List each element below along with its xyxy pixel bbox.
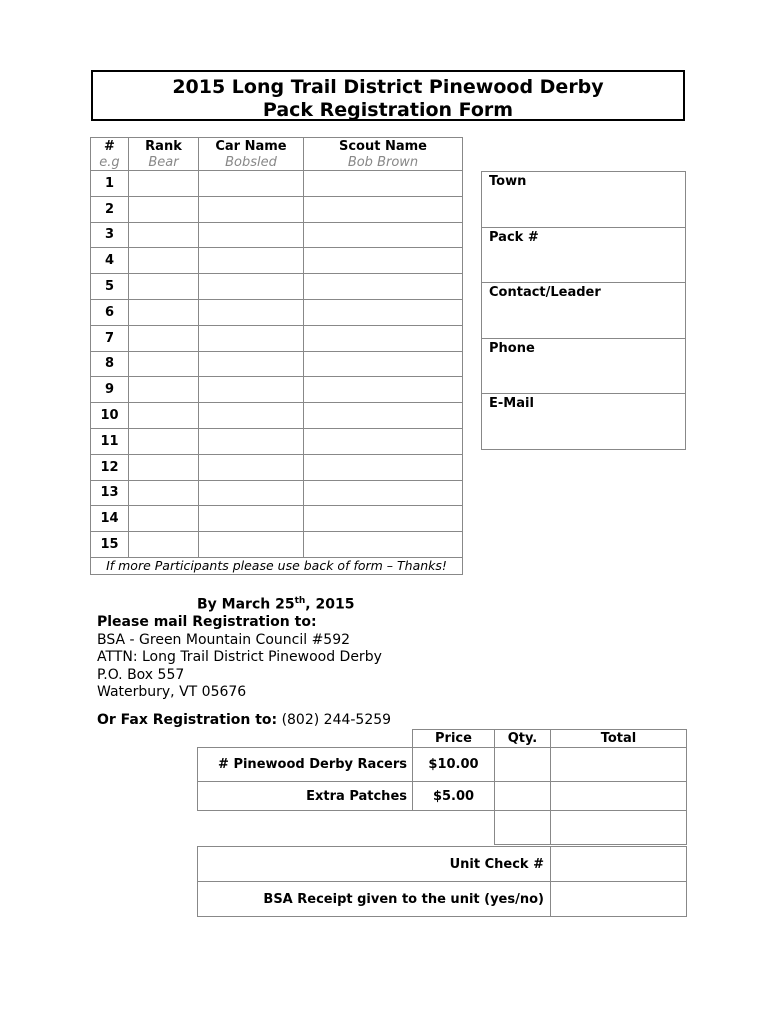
- racers-qty-field[interactable]: [495, 748, 551, 782]
- scout-name-field[interactable]: [304, 532, 463, 558]
- title-box: [91, 70, 685, 121]
- address-line-4: Waterbury, VT 05676: [97, 684, 247, 701]
- registration-header-row: [91, 138, 463, 156]
- info-row: [482, 394, 686, 450]
- info-field-e-mail[interactable]: E-Mail: [482, 394, 686, 450]
- row-number: 9: [91, 377, 129, 403]
- pricing-row-blank: [198, 811, 687, 845]
- rank-field[interactable]: [129, 248, 199, 274]
- info-field-phone[interactable]: Phone: [482, 338, 686, 394]
- rank-field[interactable]: [129, 454, 199, 480]
- scout-name-field[interactable]: [304, 299, 463, 325]
- blank-total-field[interactable]: [551, 811, 687, 845]
- registration-row: [91, 222, 463, 248]
- address-line-2: ATTN: Long Trail District Pinewood Derby: [97, 649, 382, 666]
- registration-row: [91, 480, 463, 506]
- rank-field[interactable]: [129, 480, 199, 506]
- pricing-blank-cell-2: [413, 811, 495, 845]
- car-name-field[interactable]: [199, 196, 304, 222]
- example-row: [91, 155, 463, 171]
- scout-name-field[interactable]: [304, 325, 463, 351]
- rank-field[interactable]: [129, 377, 199, 403]
- title-line-1: 2015 Long Trail District Pinewood Derby: [172, 76, 604, 98]
- scout-name-field[interactable]: [304, 222, 463, 248]
- deadline-suffix: , 2015: [305, 596, 355, 613]
- registration-row: [91, 196, 463, 222]
- row-number: 3: [91, 222, 129, 248]
- fax-number: (802) 244-5259: [281, 711, 392, 728]
- receipt-field[interactable]: [551, 882, 687, 917]
- car-name-field[interactable]: [199, 248, 304, 274]
- rank-field[interactable]: [129, 428, 199, 454]
- car-name-field[interactable]: [199, 480, 304, 506]
- rank-field[interactable]: [129, 506, 199, 532]
- car-name-field[interactable]: [199, 532, 304, 558]
- row-number: 2: [91, 196, 129, 222]
- pack-info-table: [481, 171, 686, 450]
- registration-row: [91, 403, 463, 429]
- deadline-sup: th: [294, 596, 306, 606]
- fax-line: [97, 712, 391, 730]
- deadline-prefix: By March 25: [197, 596, 295, 613]
- scout-name-field[interactable]: [304, 171, 463, 197]
- car-name-field[interactable]: [199, 299, 304, 325]
- row-number: 4: [91, 248, 129, 274]
- racers-total-field[interactable]: [551, 748, 687, 782]
- title-line-2: Pack Registration Form: [262, 99, 514, 121]
- rank-field[interactable]: [129, 196, 199, 222]
- price-header: Price: [413, 730, 495, 748]
- scout-name-field[interactable]: [304, 196, 463, 222]
- registration-row: [91, 454, 463, 480]
- row-number: 10: [91, 403, 129, 429]
- mailing-info: [97, 593, 391, 729]
- row-number: 7: [91, 325, 129, 351]
- pricing-table: [197, 729, 687, 845]
- col-rank-header: Rank: [129, 138, 199, 156]
- address-line-3: P.O. Box 557: [97, 666, 185, 683]
- patches-total-field[interactable]: [551, 782, 687, 811]
- rank-field[interactable]: [129, 274, 199, 300]
- scout-name-field[interactable]: [304, 480, 463, 506]
- rank-field[interactable]: [129, 171, 199, 197]
- row-number: 11: [91, 428, 129, 454]
- scout-name-field[interactable]: [304, 351, 463, 377]
- registration-row: [91, 377, 463, 403]
- racers-label: # Pinewood Derby Racers: [198, 748, 413, 782]
- unit-check-row: [198, 847, 687, 882]
- car-name-field[interactable]: [199, 274, 304, 300]
- pricing-row-patches: [198, 782, 687, 811]
- scout-name-field[interactable]: [304, 274, 463, 300]
- car-name-field[interactable]: [199, 428, 304, 454]
- info-field-contact-leader[interactable]: Contact/Leader: [482, 283, 686, 339]
- address-line-1: BSA - Green Mountain Council #592: [97, 631, 351, 648]
- car-name-field[interactable]: [199, 506, 304, 532]
- registration-row: [91, 299, 463, 325]
- check-table: [197, 846, 687, 917]
- registration-row: [91, 506, 463, 532]
- row-number: 5: [91, 274, 129, 300]
- row-number: 6: [91, 299, 129, 325]
- scout-name-field[interactable]: [304, 248, 463, 274]
- patches-qty-field[interactable]: [495, 782, 551, 811]
- example-rank: Bear: [129, 155, 199, 171]
- info-row: [482, 338, 686, 394]
- total-header: Total: [551, 730, 687, 748]
- patches-label: Extra Patches: [198, 782, 413, 811]
- info-row: [482, 227, 686, 283]
- example-scout-name: Bob Brown: [304, 155, 463, 171]
- car-name-field[interactable]: [199, 171, 304, 197]
- rank-field[interactable]: [129, 532, 199, 558]
- fax-label: Or Fax Registration to:: [97, 711, 278, 728]
- col-car-name-header: Car Name: [199, 138, 304, 156]
- row-number: 13: [91, 480, 129, 506]
- registration-row: [91, 351, 463, 377]
- scout-name-field[interactable]: [304, 403, 463, 429]
- registration-row: [91, 325, 463, 351]
- info-field-pack[interactable]: Pack #: [482, 227, 686, 283]
- car-name-field[interactable]: [199, 377, 304, 403]
- rank-field[interactable]: [129, 222, 199, 248]
- registration-row: [91, 274, 463, 300]
- unit-check-field[interactable]: [551, 847, 687, 882]
- rank-field[interactable]: [129, 403, 199, 429]
- qty-header: Qty.: [495, 730, 551, 748]
- row-number: 8: [91, 351, 129, 377]
- pricing-header-empty: [198, 730, 413, 748]
- info-row: [482, 172, 686, 228]
- pricing-blank-cell-1: [198, 811, 413, 845]
- registration-row: [91, 248, 463, 274]
- rank-field[interactable]: [129, 351, 199, 377]
- registration-footer-note: If more Participants please use back of form – Thanks!: [91, 557, 463, 574]
- blank-qty-field[interactable]: [495, 811, 551, 845]
- registration-row: [91, 171, 463, 197]
- col-number-header: #: [91, 138, 129, 156]
- registration-table: [90, 137, 463, 575]
- rank-field[interactable]: [129, 325, 199, 351]
- racers-price: $10.00: [413, 748, 495, 782]
- scout-name-field[interactable]: [304, 428, 463, 454]
- registration-row: [91, 428, 463, 454]
- receipt-label: BSA Receipt given to the unit (yes/no): [198, 882, 551, 917]
- row-number: 1: [91, 171, 129, 197]
- unit-check-label: Unit Check #: [198, 847, 551, 882]
- patches-price: $5.00: [413, 782, 495, 811]
- car-name-field[interactable]: [199, 351, 304, 377]
- car-name-field[interactable]: [199, 325, 304, 351]
- row-number: 14: [91, 506, 129, 532]
- car-name-field[interactable]: [199, 403, 304, 429]
- rank-field[interactable]: [129, 299, 199, 325]
- col-scout-name-header: Scout Name: [304, 138, 463, 156]
- info-field-town[interactable]: Town: [482, 172, 686, 228]
- scout-name-field[interactable]: [304, 454, 463, 480]
- scout-name-field[interactable]: [304, 506, 463, 532]
- mail-heading: Please mail Registration to:: [97, 614, 317, 631]
- registration-footer-row: [91, 557, 463, 574]
- pricing-header-row: [198, 730, 687, 748]
- example-number: e.g: [91, 155, 129, 171]
- car-name-field[interactable]: [199, 222, 304, 248]
- deadline: [97, 593, 391, 614]
- example-car-name: Bobsled: [199, 155, 304, 171]
- receipt-row: [198, 882, 687, 917]
- info-row: [482, 283, 686, 339]
- registration-row: [91, 532, 463, 558]
- pricing-row-racers: [198, 748, 687, 782]
- row-number: 12: [91, 454, 129, 480]
- scout-name-field[interactable]: [304, 377, 463, 403]
- car-name-field[interactable]: [199, 454, 304, 480]
- row-number: 15: [91, 532, 129, 558]
